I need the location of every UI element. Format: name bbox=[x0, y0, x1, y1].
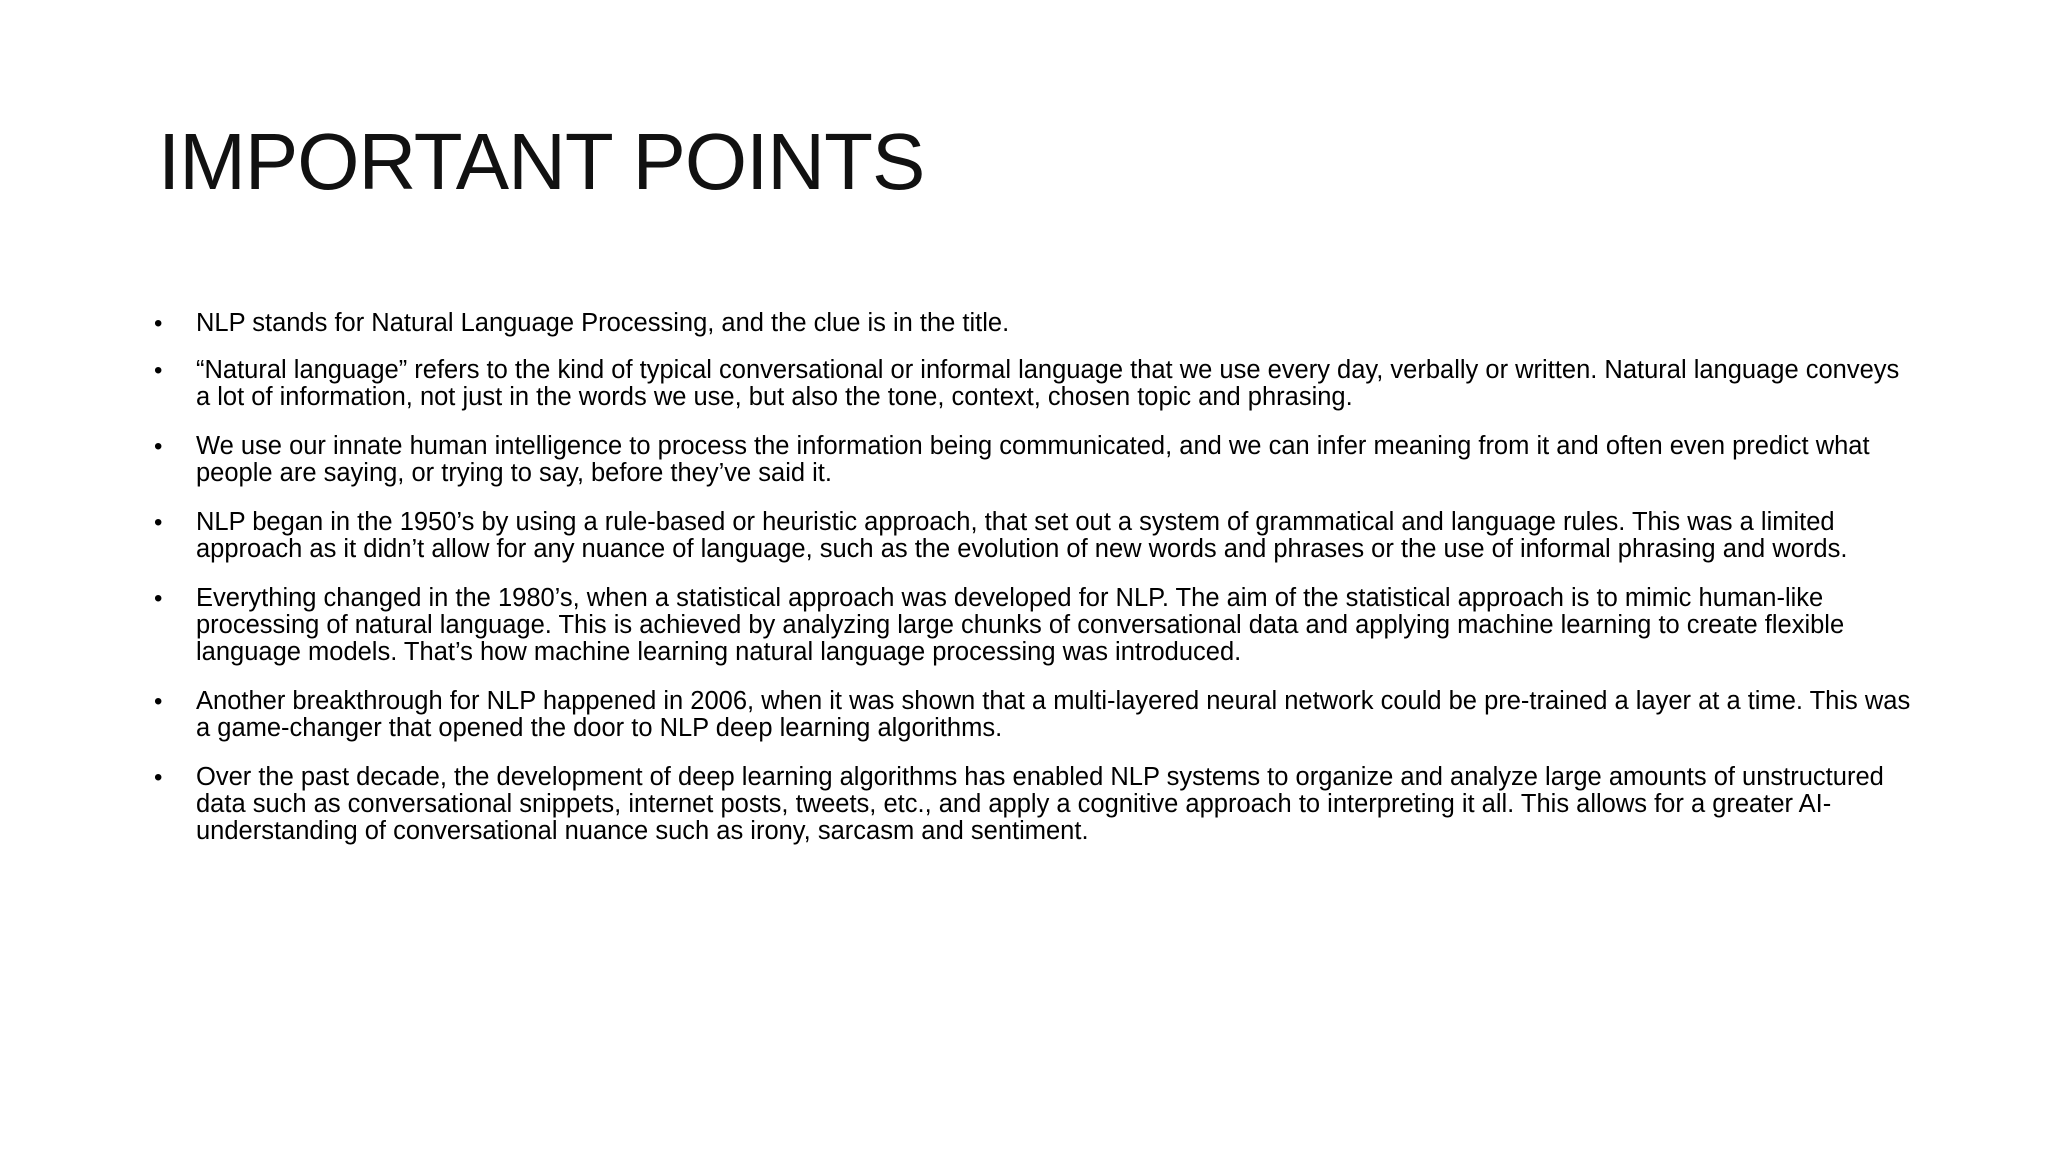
bullet-dot-icon: • bbox=[154, 688, 163, 715]
bullet-dot-icon: • bbox=[154, 509, 163, 536]
bullet-text: “Natural language” refers to the kind of typical conversational or informal language that we use every day, verbally or written. Natural language conveys a lot of information, not just in the words we use, but also the tone, context, chosen topic and phrasing. bbox=[196, 356, 1900, 411]
bullet-text: NLP began in the 1950’s by using a rule-based or heuristic approach, that set out a system of grammatical and language rules. This was a limited approach as it didn’t allow for any nuance of language, such as the evolution of new words and phrases or the use of informal phrasing and words. bbox=[196, 508, 1848, 563]
bullet-item bbox=[152, 764, 1912, 845]
bullet-text: NLP stands for Natural Language Processing, and the clue is in the title. bbox=[196, 309, 1010, 337]
bullet-dot-icon: • bbox=[154, 310, 163, 337]
bullet-item bbox=[152, 433, 1912, 487]
bullet-list bbox=[152, 310, 1912, 867]
bullet-text: We use our innate human intelligence to process the information being communicated, and we can infer meaning from it and often even predict what people are saying, or trying to say, before they’ve said it. bbox=[196, 432, 1870, 487]
bullet-text: Everything changed in the 1980’s, when a statistical approach was developed for NLP. The aim of the statistical approach is to mimic human-like processing of natural language. This is achieved by analyzing large chunks of conversational data and applying machine learning to create flexible language models. That’s how machine learning natural language processing was introduced. bbox=[196, 584, 1845, 666]
bullet-item bbox=[152, 509, 1912, 563]
bullet-item bbox=[152, 688, 1912, 742]
bullet-dot-icon: • bbox=[154, 585, 163, 612]
bullet-dot-icon: • bbox=[154, 357, 163, 384]
bullet-item bbox=[152, 310, 1912, 337]
bullet-dot-icon: • bbox=[154, 433, 163, 460]
bullet-dot-icon: • bbox=[154, 764, 163, 791]
slide-title: IMPORTANT POINTS bbox=[158, 117, 925, 206]
bullet-text: Another breakthrough for NLP happened in 2006, when it was shown that a multi-layered neural network could be pre-trained a layer at a time. This was a game-changer that opened the door to NLP deep learning algorithms. bbox=[196, 687, 1911, 742]
bullet-item bbox=[152, 585, 1912, 666]
bullet-text: Over the past decade, the development of deep learning algorithms has enabled NLP systems to organize and analyze large amounts of unstructured data such as conversational snippets, internet posts, tweets, etc., and apply a cognitive approach to interpreting it all. This allows for a greater AI-understanding of conversational nuance such as irony, sarcasm and sentiment. bbox=[196, 763, 1884, 845]
bullet-item bbox=[152, 357, 1912, 411]
